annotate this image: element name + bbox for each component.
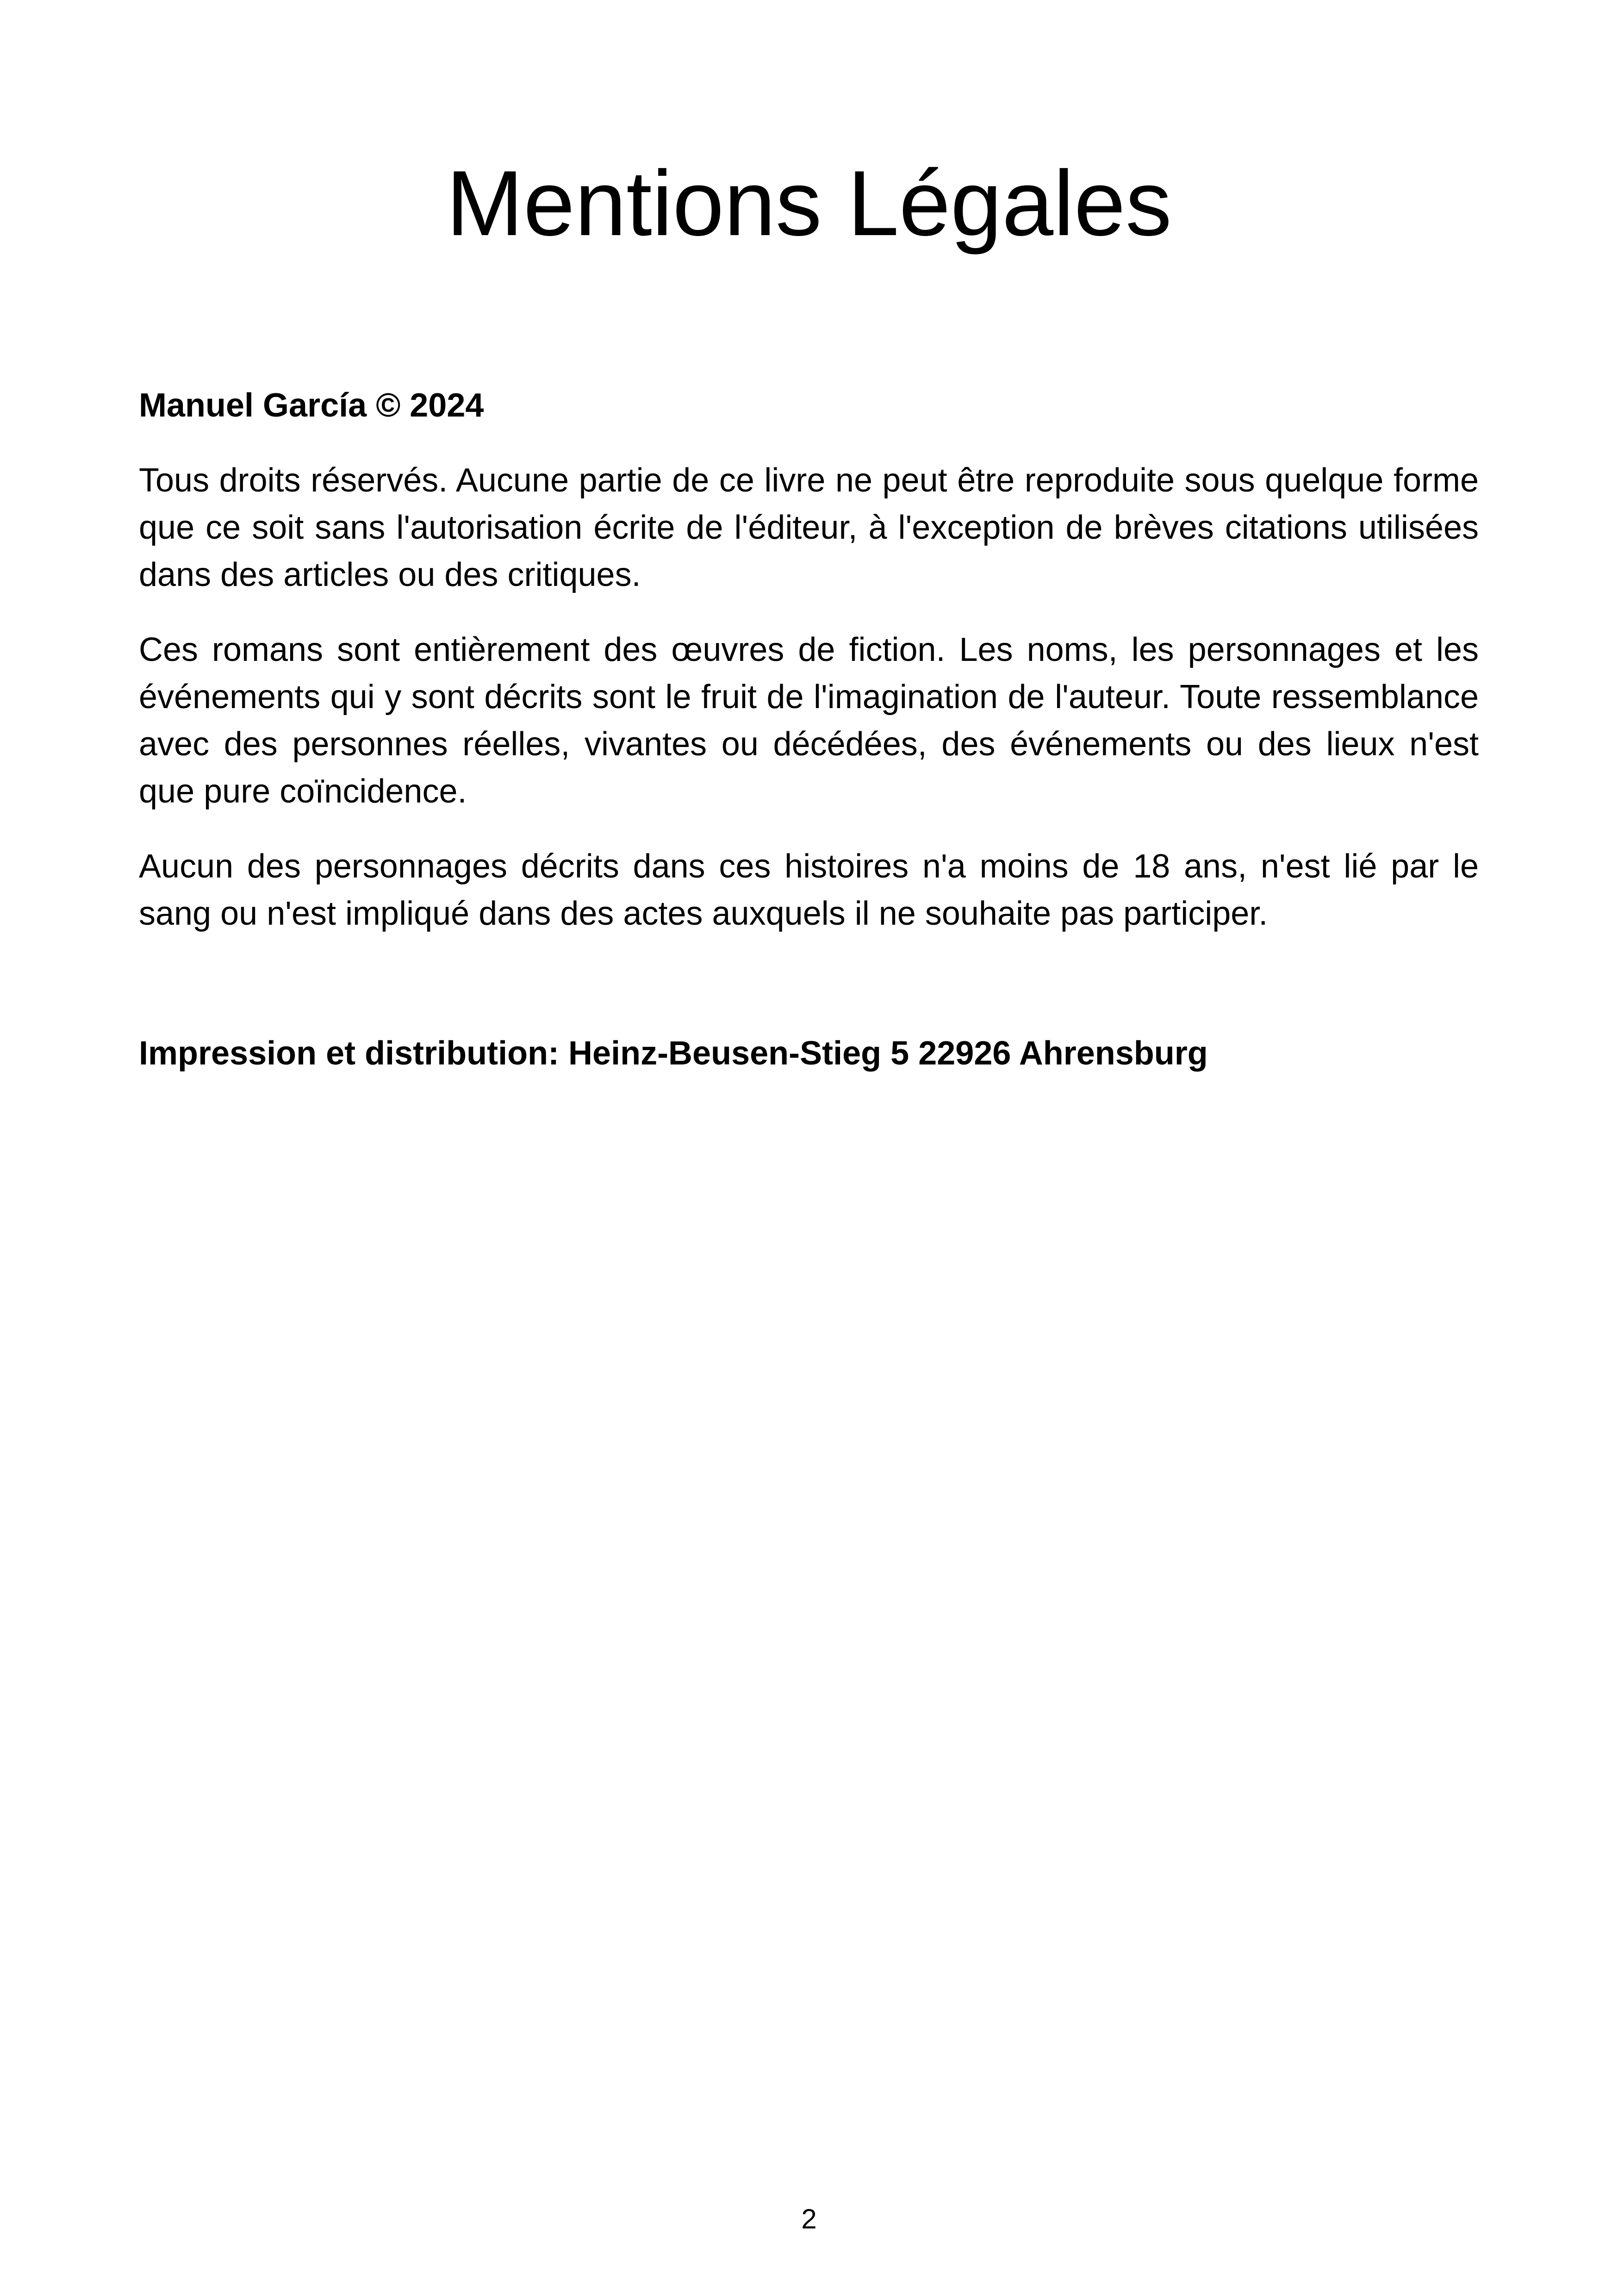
fiction-disclaimer-paragraph: Ces romans sont entièrement des œuvres de fiction. Les noms, les personnages et les événements qui y sont décrits sont le fruit de l'imagination de l'auteur. Toute ressemblance avec des personnes réelles, vivantes ou décédées, des événements ou des lieux n'est que pure coïncidence. (139, 631, 1479, 810)
copyright-line: Manuel García © 2024 (139, 387, 484, 424)
page-title: Mentions Légales (446, 152, 1172, 255)
legal-notice-body (139, 382, 1479, 1077)
rights-paragraph: Tous droits réservés. Aucune partie de ce livre ne peut être reproduite sous quelque forme que ce soit sans l'autorisation écrite de l'éditeur, à l'exception de brèves citations utilisées dans des articles ou des critiques. (139, 462, 1479, 593)
characters-disclaimer-paragraph: Aucun des personnages décrits dans ces histoires n'a moins de 18 ans, n'est lié par le sang ou n'est impliqué dans des actes auxquels il ne souhaite pas participer. (139, 848, 1479, 932)
imprint-line: Impression et distribution: Heinz-Beusen-Stieg 5 22926 Ahrensburg (139, 1035, 1208, 1072)
page-number: 2 (801, 2203, 817, 2234)
